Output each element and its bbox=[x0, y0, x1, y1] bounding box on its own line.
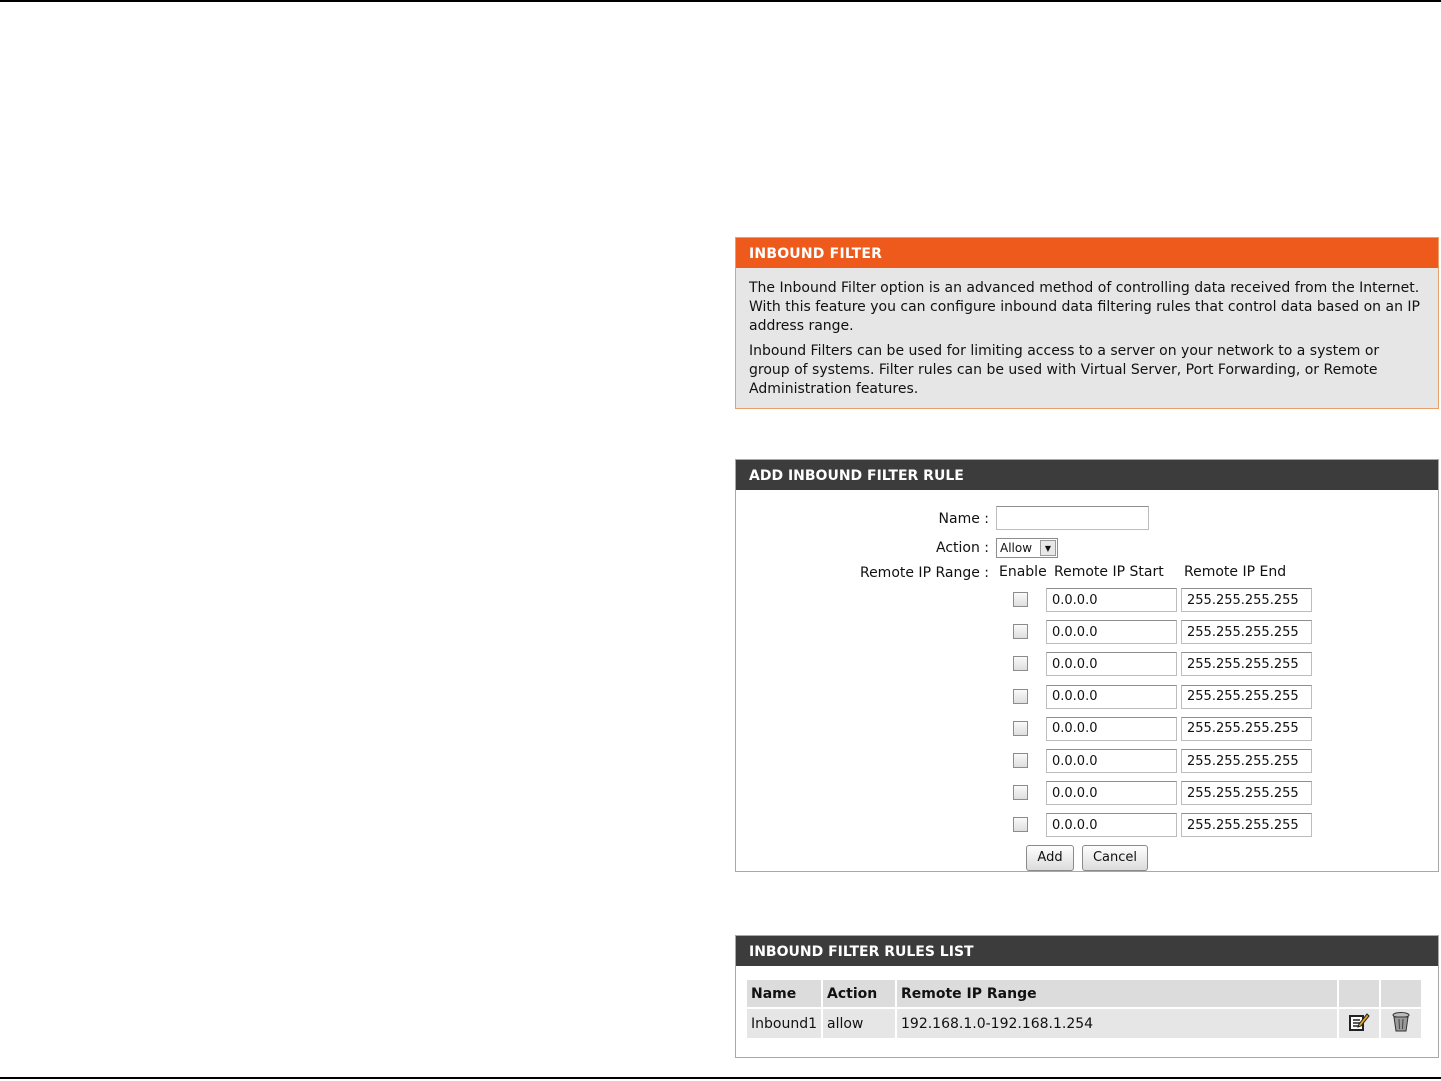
info-paragraph-2: Inbound Filters can be used for limiting access to a server on your network to a system or group of systems. Filter rules can be used with Virtual Server, Port Forwarding, or Remote Administration features. bbox=[749, 343, 1380, 397]
remote-ip-start-input[interactable] bbox=[1046, 588, 1177, 612]
remote-ip-start-input[interactable] bbox=[1046, 685, 1177, 709]
delete-column-header bbox=[1381, 980, 1421, 1007]
name-column-header: Name bbox=[747, 980, 821, 1007]
remote-ip-end-input[interactable] bbox=[1181, 717, 1312, 741]
enable-checkbox[interactable] bbox=[1013, 624, 1028, 639]
add-button[interactable]: Add bbox=[1026, 845, 1074, 871]
remote-ip-range-column-header: Remote IP Range bbox=[897, 980, 1337, 1007]
bottom-border bbox=[0, 1077, 1441, 1079]
remote-ip-end-input[interactable] bbox=[1181, 813, 1312, 837]
info-title: INBOUND FILTER bbox=[736, 238, 1438, 268]
remote-ip-start-input[interactable] bbox=[1046, 717, 1177, 741]
rules-list-title: INBOUND FILTER RULES LIST bbox=[736, 936, 1438, 966]
delete-cell bbox=[1381, 1009, 1421, 1038]
enable-column-header: Enable bbox=[999, 564, 1047, 580]
remote-ip-range-label: Remote IP Range : bbox=[859, 565, 989, 581]
enable-checkbox[interactable] bbox=[1013, 785, 1028, 800]
enable-checkbox[interactable] bbox=[1013, 592, 1028, 607]
rule-action-cell: allow bbox=[823, 1009, 895, 1038]
name-input[interactable] bbox=[996, 506, 1149, 530]
inbound-filter-info-panel bbox=[735, 237, 1439, 409]
action-select-value: Allow bbox=[1000, 541, 1033, 555]
name-label: Name : bbox=[938, 511, 989, 527]
remote-ip-end-input[interactable] bbox=[1181, 620, 1312, 644]
action-label: Action : bbox=[935, 540, 989, 556]
remote-ip-start-input[interactable] bbox=[1046, 620, 1177, 644]
add-rule-title: ADD INBOUND FILTER RULE bbox=[736, 460, 1438, 490]
cancel-button[interactable]: Cancel bbox=[1082, 845, 1148, 871]
remote-ip-end-input[interactable] bbox=[1181, 749, 1312, 773]
action-column-header: Action bbox=[823, 980, 895, 1007]
remote-ip-end-input[interactable] bbox=[1181, 781, 1312, 805]
add-inbound-filter-rule-panel bbox=[735, 459, 1439, 872]
enable-checkbox[interactable] bbox=[1013, 656, 1028, 671]
remote-ip-start-input[interactable] bbox=[1046, 652, 1177, 676]
trash-icon[interactable] bbox=[1391, 1011, 1411, 1037]
top-border bbox=[0, 0, 1441, 2]
action-select[interactable] bbox=[996, 538, 1058, 558]
enable-checkbox[interactable] bbox=[1013, 753, 1028, 768]
remote-ip-start-input[interactable] bbox=[1046, 749, 1177, 773]
remote-ip-end-input[interactable] bbox=[1181, 588, 1312, 612]
table-header-row bbox=[747, 980, 1421, 1007]
info-paragraph-1: The Inbound Filter option is an advanced method of controlling data received from the Internet. With this feature you can configure inbound data filtering rules that control data based on an IP address range. bbox=[749, 280, 1420, 334]
remote-ip-start-column-header: Remote IP Start bbox=[1054, 564, 1164, 580]
rule-name-cell: Inbound1 bbox=[747, 1009, 821, 1038]
enable-checkbox[interactable] bbox=[1013, 689, 1028, 704]
inbound-filter-rules-list-panel bbox=[735, 935, 1439, 1058]
remote-ip-end-input[interactable] bbox=[1181, 685, 1312, 709]
remote-ip-start-input[interactable] bbox=[1046, 781, 1177, 805]
enable-checkbox[interactable] bbox=[1013, 817, 1028, 832]
remote-ip-start-input[interactable] bbox=[1046, 813, 1177, 837]
edit-icon[interactable] bbox=[1348, 1012, 1370, 1036]
chevron-down-icon[interactable]: ▼ bbox=[1040, 540, 1056, 556]
table-row bbox=[747, 1009, 1421, 1038]
enable-checkbox[interactable] bbox=[1013, 721, 1028, 736]
rule-range-cell: 192.168.1.0-192.168.1.254 bbox=[897, 1009, 1337, 1038]
remote-ip-end-input[interactable] bbox=[1181, 652, 1312, 676]
remote-ip-end-column-header: Remote IP End bbox=[1184, 564, 1287, 580]
rules-table bbox=[745, 978, 1423, 1040]
edit-column-header bbox=[1339, 980, 1379, 1007]
edit-cell bbox=[1339, 1009, 1379, 1038]
